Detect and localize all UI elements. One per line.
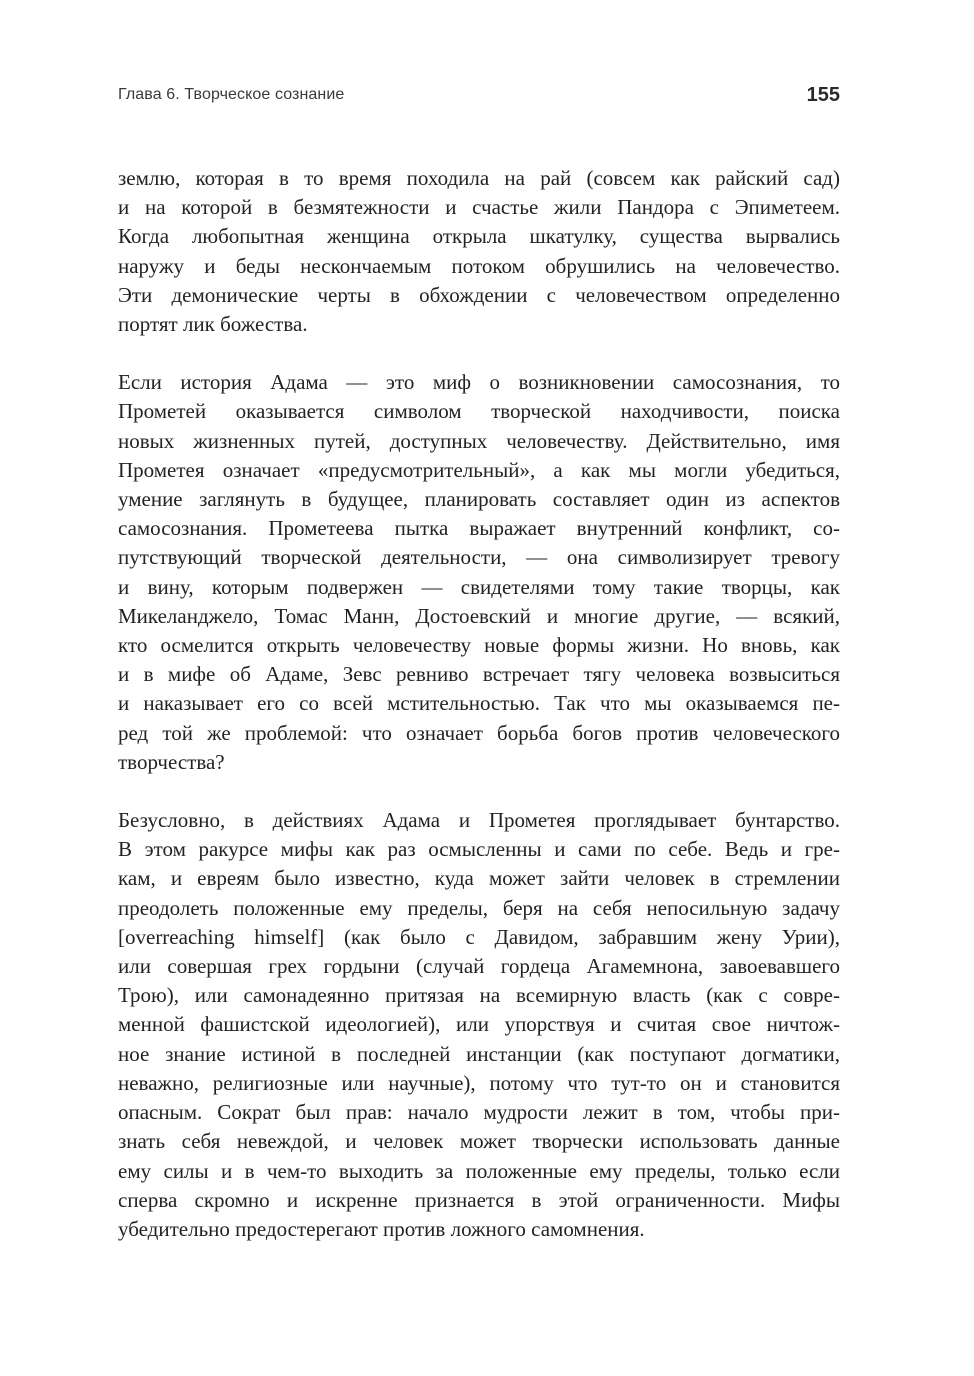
text-line: и на которой в безмятежности и счастье жили Пандора с Эпиметеем.	[118, 195, 840, 220]
text-line: или совершая грех гордыни (случай гордеца Агамемнона, завоевавшего	[118, 954, 840, 979]
text-line: путствующий творческой деятельности, — она символизирует тревогу	[118, 545, 840, 570]
text-line: Эти демонические черты в обхождении с человечеством определенно	[118, 282, 840, 307]
text-line: преодолеть положенные ему пределы, беря на себя непосильную задачу	[118, 895, 840, 920]
text-line: знать себя невеждой, и человек может творчески использовать данные	[118, 1129, 840, 1154]
paragraph-3	[118, 806, 840, 1244]
text-line: Если история Адама — это миф о возникновении самосознания, то	[118, 370, 840, 395]
text-line: В этом ракурсе мифы как раз осмысленны и сами по себе. Ведь и гре-	[118, 837, 840, 862]
body-text	[118, 164, 840, 1244]
running-header	[118, 84, 840, 110]
text-line: Прометей оказывается символом творческой находчивости, поиска	[118, 399, 840, 424]
text-line: самосознания. Прометеева пытка выражает внутренний конфликт, со-	[118, 516, 840, 541]
text-line: Трою), или самонадеянно притязая на всемирную власть (как с совре-	[118, 983, 840, 1008]
text-line: творчества?	[118, 749, 225, 774]
text-line: и вину, которым подвержен — свидетелями тому такие творцы, как	[118, 574, 840, 599]
text-line: ред той же проблемой: что означает борьба богов против человеческого	[118, 720, 840, 745]
text-line: новых жизненных путей, доступных человечеству. Действительно, имя	[118, 428, 840, 453]
text-line: ему силы и в чем-то выходить за положенные ему пределы, только если	[118, 1158, 840, 1183]
text-line: менной фашистской идеологией), или упорствуя и считая свое ничтож-	[118, 1012, 840, 1037]
text-line: ное знание истиной в последней инстанции (как поступают догматики,	[118, 1041, 840, 1066]
text-line: Микеланджело, Томас Манн, Достоевский и многие другие, — всякий,	[118, 603, 840, 628]
text-line: и наказывает его со всей мстительностью. Так что мы оказываемся пе-	[118, 691, 840, 716]
text-line: неважно, религиозные или научные), потому что тут-то он и становится	[118, 1070, 840, 1095]
paragraph-2	[118, 368, 840, 777]
text-line: наружу и беды нескончаемым потоком обрушились на человечество.	[118, 253, 840, 278]
text-line: сперва скромно и искренне признается в этой ограниченности. Мифы	[118, 1187, 840, 1212]
text-line: Когда любопытная женщина открыла шкатулку, существа вырвались	[118, 224, 840, 249]
text-line: убедительно предостерегают против ложного самомнения.	[118, 1216, 645, 1241]
text-line: Прометея означает «предусмотрительный», а как мы могли убедиться,	[118, 457, 840, 482]
chapter-title: Глава 6. Творческое сознание	[118, 86, 345, 103]
text-line: землю, которая в то время походила на рай (совсем как райский сад)	[118, 166, 840, 190]
text-line: портят лик божества.	[118, 312, 308, 337]
text-line: кам, и евреям было известно, куда может зайти человек в стремлении	[118, 866, 840, 891]
text-line: опасным. Сократ был прав: начало мудрости лежит в том, чтобы при-	[118, 1100, 840, 1125]
text-line: Безусловно, в действиях Адама и Прометея проглядывает бунтарство.	[118, 808, 840, 833]
text-line: и в мифе об Адаме, Зевс ревниво встречает тягу человека возвыситься	[118, 662, 840, 687]
text-line: [overreaching himself] (как было с Давидом, забравшим жену Урии),	[118, 924, 840, 949]
page-number: 155	[806, 84, 840, 106]
paragraph-1	[118, 164, 840, 339]
text-line: умение заглянуть в будущее, планировать составляет один из аспектов	[118, 487, 840, 512]
text-line: кто осмелится открыть человечеству новые формы жизни. Но вновь, как	[118, 633, 840, 658]
